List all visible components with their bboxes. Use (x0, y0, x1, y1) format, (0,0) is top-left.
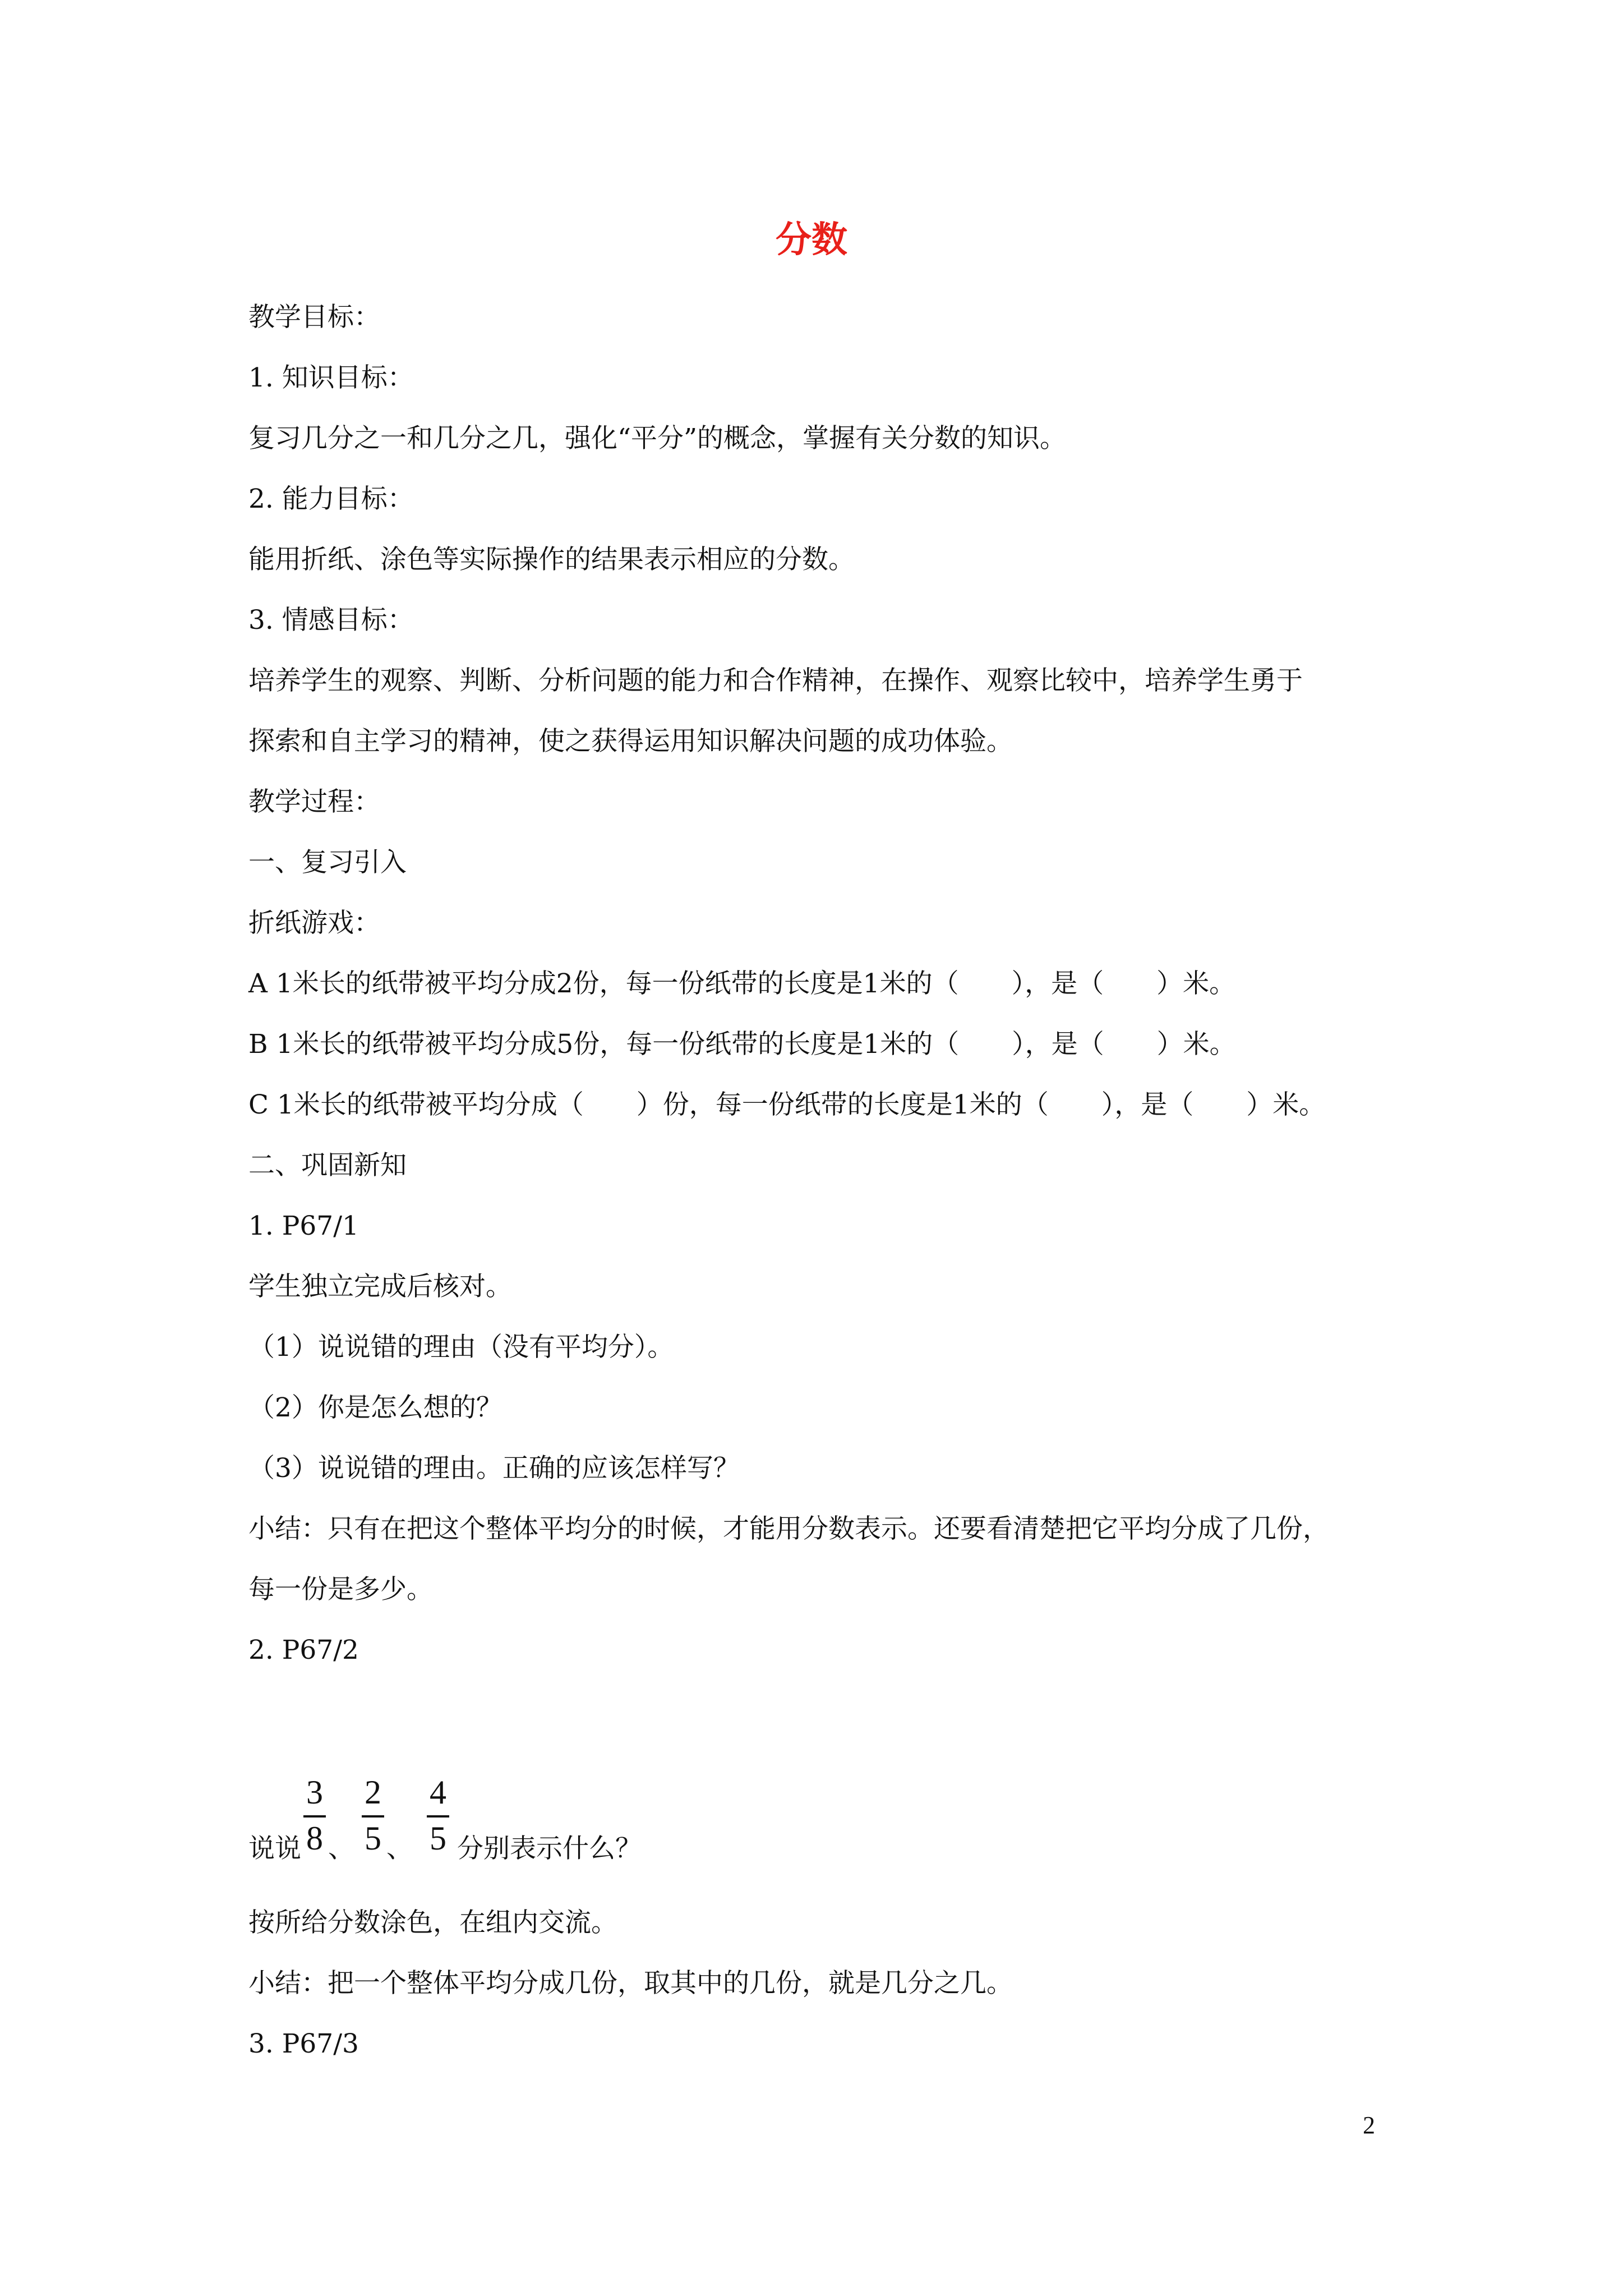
section-heading-process: 教学过程： (248, 786, 380, 817)
fraction-2-5 (361, 1772, 385, 1859)
fraction-question-suffix: 分别表示什么？ (457, 1833, 642, 1864)
item-1-text: 学生独立完成后核对。 (248, 1271, 512, 1302)
section-heading-objectives: 教学目标： (248, 302, 380, 333)
fraction-separator: 、 (386, 1833, 413, 1864)
item-1-question-3: （3）说说错的理由。正确的应该怎样写？ (248, 1453, 740, 1484)
objective-3-heading: 3. 情感目标： (248, 605, 414, 636)
fraction-numerator: 4 (430, 1774, 446, 1811)
objective-1-text: 复习几分之一和几分之几，强化“平分”的概念，掌握有关分数的知识。 (248, 423, 1067, 454)
part-1-heading: 一、复习引入 (248, 847, 407, 878)
summary-1-line1: 小结：只有在把这个整体平均分的时候，才能用分数表示。还要看清楚把它平均分成了几份， (248, 1513, 1329, 1544)
fraction-question-prefix: 说说 (248, 1833, 301, 1864)
item-1-question-2: （2）你是怎么想的？ (248, 1392, 502, 1423)
item-1-question-1: （1）说说错的理由（没有平均分）。 (248, 1332, 674, 1363)
exercise-b: B 1米长的纸带被平均分成5份，每一份纸带的长度是1米的（ ），是（ ）米。 (248, 1029, 1236, 1060)
fraction-denominator: 8 (306, 1820, 323, 1857)
fraction-separator: 、 (328, 1833, 354, 1864)
objective-1-heading: 1. 知识目标： (248, 362, 414, 393)
fraction-4-5 (426, 1772, 450, 1859)
objective-3-text-line2: 探索和自主学习的精神，使之获得运用知识解决问题的成功体验。 (248, 726, 1013, 757)
fraction-numerator: 2 (365, 1774, 381, 1811)
page-title: 分数 (776, 219, 847, 261)
summary-2: 小结：把一个整体平均分成几份，取其中的几份，就是几分之几。 (248, 1968, 1013, 1999)
item-3-heading: 3. P67/3 (248, 2028, 359, 2059)
objective-3-text-line1: 培养学生的观察、判断、分析问题的能力和合作精神，在操作、观察比较中，培养学生勇于 (248, 665, 1303, 696)
fraction-question (248, 1772, 809, 1867)
paper-folding-game-label: 折纸游戏： (248, 908, 380, 938)
item-2-activity: 按所给分数涂色，在组内交流。 (248, 1907, 617, 1938)
item-1-heading: 1. P67/1 (248, 1211, 359, 1241)
page-number: 2 (1363, 2111, 1375, 2139)
fraction-3-8 (302, 1772, 327, 1859)
exercise-a: A 1米长的纸带被平均分成2份，每一份纸带的长度是1米的（ ），是（ ）米。 (248, 968, 1236, 999)
summary-1-line2: 每一份是多少。 (248, 1574, 433, 1605)
objective-2-heading: 2. 能力目标： (248, 484, 414, 514)
item-2-heading: 2. P67/2 (248, 1635, 359, 1665)
exercise-c: C 1米长的纸带被平均分成（ ）份，每一份纸带的长度是1米的（ ），是（ ）米。 (248, 1089, 1326, 1120)
fraction-numerator: 3 (306, 1774, 323, 1811)
objective-2-text: 能用折纸、涂色等实际操作的结果表示相应的分数。 (248, 544, 855, 575)
part-2-heading: 二、巩固新知 (248, 1150, 407, 1181)
fraction-denominator: 5 (365, 1820, 381, 1857)
fraction-denominator: 5 (430, 1820, 446, 1857)
